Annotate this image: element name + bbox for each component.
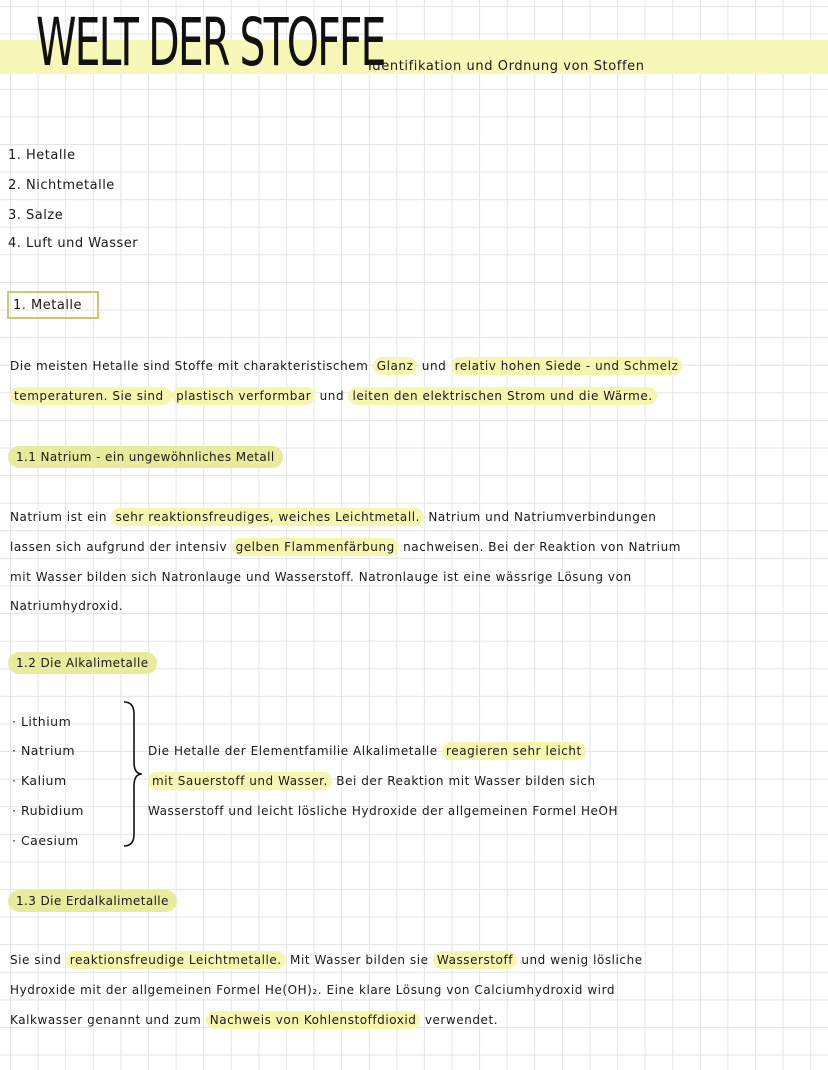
toc-item-4: 4. Luft und Wasser [8,236,139,251]
metalle-line-2: temperaturen. Sie sind plastisch verformbar und leiten den elektrischen Strom und die Wärme. [10,382,820,411]
alkali-line-2: mit Sauerstoff und Wasser. Bei der Reaktion mit Wasser bilden sich [148,767,818,796]
erdalkali-line-3: Kalkwasser genannt und zum Nachweis von Kohlenstoffdioxid verwendet. [10,1013,499,1027]
section-heading-metalle: 1. Metalle [7,291,99,319]
toc-item-2: 2. Nichtmetalle [8,178,115,193]
section-heading-erdalkalimetalle: 1.3 Die Erdalkalimetalle [8,890,177,912]
page-title: WELT DER STOFFE [36,4,385,81]
page-subtitle: Identifikation und Ordnung von Stoffen [368,59,645,74]
metal-list-item: · Lithium [12,714,72,729]
toc-item-3: 3. Salze [8,208,64,223]
erdalkali-line-2: Hydroxide mit der allgemeinen Formel He(OH)₂. Eine klare Lösung von Calciumhydroxid wird [10,983,616,997]
natrium-line-2: lassen sich aufgrund der intensiv gelben Flammenfärbung nachweisen. Bei der Reaktion von Natrium [10,540,681,554]
metal-list-item: · Natrium [12,743,76,758]
metalle-line-1: Die meisten Hetalle sind Stoffe mit charakteristischem Glanz und relativ hohen Siede - und Schmelz [10,352,820,381]
toc-item-1: 1. Hetalle [8,148,76,163]
natrium-line-4: Natriumhydroxid. [10,599,124,613]
section-heading-alkalimetalle: 1.2 Die Alkalimetalle [8,652,157,674]
alkali-line-1: Die Hetalle der Elementfamilie Alkalimetalle reagieren sehr leicht [148,737,818,766]
metal-list-item: · Caesium [12,833,79,848]
section-heading-natrium: 1.1 Natrium - ein ungewöhnliches Metall [8,446,283,468]
natrium-line-1: Natrium ist ein sehr reaktionsfreudiges, weiches Leichtmetall. Natrium und Natriumverbindungen [10,510,657,524]
curly-brace [122,700,144,848]
metal-list-item: · Kalium [12,773,67,788]
natrium-line-3: mit Wasser bilden sich Natronlauge und Wasserstoff. Natronlauge ist eine wässrige Lösung von [10,570,632,584]
alkali-line-3: Wasserstoff und leicht lösliche Hydroxide der allgemeinen Formel HeOH [148,804,619,818]
metal-list-item: · Rubidium [12,803,84,818]
erdalkali-line-1: Sie sind reaktionsfreudige Leichtmetalle. Mit Wasser bilden sie Wasserstoff und wenig lösliche [10,953,643,967]
